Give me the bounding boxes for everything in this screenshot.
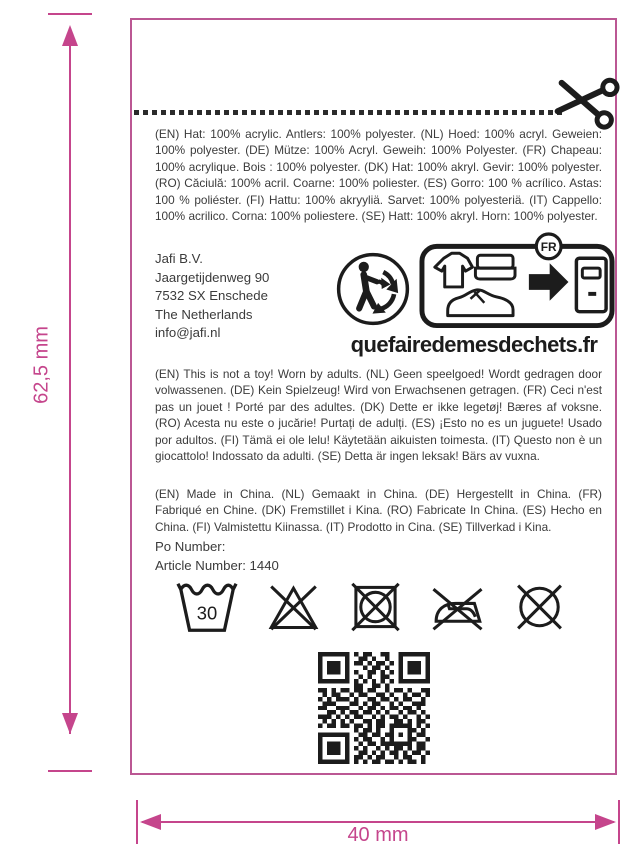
po-number-label: Po Number: — [155, 539, 226, 554]
cut-line — [134, 110, 564, 115]
dimension-arrow-right-icon — [595, 814, 616, 830]
do-not-dry-clean-icon — [511, 576, 568, 638]
address-line: 7532 SX Enschede — [155, 288, 268, 304]
qr-code-wrap — [318, 652, 430, 764]
address-line: The Netherlands — [155, 306, 253, 322]
wash-temperature: 30 — [196, 602, 218, 624]
height-dimension-label: 62,5 mm — [30, 326, 53, 404]
article-number-label: Article Number: 1440 — [155, 558, 279, 573]
dimension-tick-top — [48, 13, 92, 15]
dimension-tick-right — [618, 800, 620, 844]
sorting-wordmark: quefairedemesdechets.fr — [350, 332, 598, 357]
recycling-logos — [332, 230, 616, 376]
origin-text: (EN) Made in China. (NL) Gemaakt in China. (DE) Hergestellt in China. (FR) Fabriqué en Chine. (DK) Fremstillet i Kina. (RO) Fabricate In China. (ES) Hecho en China. (FI) Valmistettu Kiinassa. (IT) Prodotto in Cina. (SE) Tillverkad i Kina. — [155, 487, 602, 534]
dimension-tick-bottom — [48, 770, 92, 772]
width-dimension-label: 40 mm — [347, 824, 409, 846]
dimension-arrow-up-icon — [62, 25, 78, 46]
fr-badge: FR — [540, 239, 557, 254]
triman-recycle-icon — [334, 250, 412, 328]
care-label — [130, 18, 617, 775]
dimension-tick-left — [136, 800, 138, 844]
address-email: info@jafi.nl — [155, 325, 221, 341]
scissors-icon — [551, 68, 624, 135]
address-line: Jafi B.V. — [155, 251, 203, 266]
wash-30-icon — [174, 576, 240, 638]
warning-text: (EN) This is not a toy! Worn by adults. (NL) Geen speelgoed! Wordt gedragen door volwassenen. (DE) Kein Spielzeug! Wird von Erwachsenen getragen. (FR) Ceci n'est pas un jouet ! Porté par des adultes. (DK) Dette er ikke legetøj! Bæres af voksne. (RO) Acesta nu este o jucărie! Purtați de adulți. (ES) ¡Esto no es un juguete! Usado por adultos. (FI) Tämä ei ole lelu! Käytetään aikuisten toimesta. (IT) Questo non è un giocattolo! Indossato da adulti. (SE) Detta är ingen leksak! Bärs av vuxna. — [155, 367, 602, 464]
address-line: Jaargetijdenweg 90 — [155, 269, 270, 285]
do-not-iron-icon — [429, 576, 486, 638]
dimension-line-horizontal — [142, 821, 614, 823]
manufacturer-address — [155, 250, 269, 343]
qr-code — [318, 652, 430, 764]
do-not-tumble-dry-icon — [347, 576, 404, 638]
textile-sorting-icon — [418, 232, 616, 332]
composition-text: (EN) Hat: 100% acrylic. Antlers: 100% polyester. (NL) Hoed: 100% acryl. Geweien: 100% polyester. (DE) Mütze: 100% Acryl. Geweih: 100% Polyester. (FR) Chapeau: 100% acrylique. Bois : 100% polyester. (DK) Hat: 100% akryl. Gevir: 100% polyester. (RO) Căciulă: 100% acril. Coarne: 100% poliester. (ES) Gorro: 100 % acrílico. Astas: 100 % poliéster. (FI) Hattu: 100% akryyliä. Sarvet: 100% polyesteriä. (IT) Cappello: 100% acrilico. Corna: 100% poliestere. (SE) Hatt: 100% akryl. Horn: 100% polyester. — [155, 127, 602, 224]
care-symbols — [174, 576, 568, 638]
dimension-arrow-down-icon — [62, 713, 78, 734]
dimension-line-vertical — [69, 44, 71, 734]
do-not-bleach-icon — [265, 576, 322, 638]
